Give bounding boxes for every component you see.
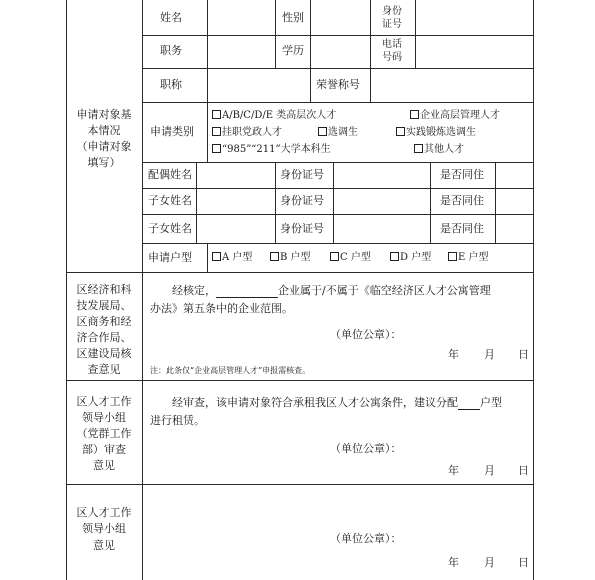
review1-label-line: 区商务和经	[76, 315, 132, 328]
child-id-label: 身份证号	[280, 222, 324, 235]
review1-note: 注：此条仅“企业高层管理人才”申报需核查。	[150, 366, 311, 375]
apply-category-label: 申请类别	[150, 125, 194, 138]
section-label-line: 本情况	[87, 124, 121, 137]
child-id-label: 身份证号	[280, 194, 324, 207]
review2-year: 年	[448, 464, 459, 477]
title-rank-label: 职称	[160, 78, 182, 91]
checkbox-icon[interactable]	[212, 110, 221, 119]
category-option[interactable]: A/B/C/D/E 类高层次人才	[212, 110, 336, 122]
house-type-option[interactable]: C 户型	[330, 252, 371, 264]
house-type-blank[interactable]	[458, 398, 480, 410]
checkbox-icon[interactable]	[448, 252, 457, 261]
review2-month: 月	[484, 464, 495, 477]
review3-label-line: 意见	[93, 539, 115, 552]
review1-text-line2: 办法》第五条中的企业范围。	[150, 302, 293, 315]
review2-label-line: 领导小组	[82, 411, 126, 424]
review1-label-line: 技发展局、	[76, 299, 132, 312]
checkbox-icon[interactable]	[212, 127, 221, 136]
phone-label-line1: 电话	[382, 39, 402, 50]
review3-month: 月	[484, 556, 495, 569]
spouse-id-label: 身份证号	[280, 168, 324, 181]
review1-day: 日	[518, 348, 529, 361]
checkbox-icon[interactable]	[414, 144, 423, 153]
review1-label-line: 区经济和科	[76, 283, 132, 296]
review1-text: 经核定， 企业属于/不属于《临空经济区人才公寓管理	[172, 284, 491, 297]
gender-label: 性别	[282, 11, 304, 24]
category-option[interactable]: 企业高层管理人才	[410, 110, 500, 122]
id-label-line2: 证号	[382, 19, 402, 30]
review3-year: 年	[448, 556, 459, 569]
house-type-option[interactable]: B 户型	[270, 252, 311, 264]
category-option[interactable]: “985”“211”大学本科生	[212, 144, 331, 156]
review2-label-line: 意见	[93, 459, 115, 472]
review1-month: 月	[484, 348, 495, 361]
education-label: 学历	[282, 44, 304, 57]
category-option[interactable]: 实践锻炼选调生	[396, 127, 476, 139]
checkbox-icon[interactable]	[330, 252, 339, 261]
house-type-option[interactable]: E 户型	[448, 252, 488, 264]
review3-seal: （单位公章）：	[330, 532, 402, 545]
id-label-line1: 身份	[382, 6, 402, 17]
phone-label-line2: 号码	[382, 52, 402, 63]
review2-label-line: 部）审查	[82, 443, 126, 456]
checkbox-icon[interactable]	[270, 252, 279, 261]
section-label-line: 填写）	[87, 156, 121, 169]
section-label-line: （申请对象	[76, 140, 132, 153]
review1-year: 年	[448, 348, 459, 361]
review1-seal: （单位公章）：	[330, 328, 402, 341]
review2-text-line2: 进行租赁。	[150, 414, 205, 427]
review1-label-line: 查意见	[87, 363, 121, 376]
child-name-label: 子女姓名	[148, 222, 192, 235]
review3-label-line: 区人才工作	[76, 506, 132, 519]
review1-label-line: 区建设局核	[76, 347, 132, 360]
category-option[interactable]: 挂职党政人才	[212, 127, 282, 139]
duty-label: 职务	[160, 44, 182, 57]
spouse-live-label: 是否同住	[440, 168, 484, 181]
review3-label-line: 领导小组	[82, 522, 126, 535]
child-live-label: 是否同住	[440, 194, 484, 207]
section-label-line: 申请对象基	[76, 108, 132, 121]
house-type-option[interactable]: D 户型	[390, 252, 431, 264]
spouse-name-label: 配偶姓名	[148, 168, 192, 181]
checkbox-icon[interactable]	[410, 110, 419, 119]
enterprise-blank[interactable]	[216, 286, 278, 298]
review2-text: 经审查，该申请对象符合承租我区人才公寓条件，建议分配 户型	[172, 396, 502, 409]
review2-seal: （单位公章）：	[330, 442, 402, 455]
review2-label-line: 区人才工作	[76, 395, 132, 408]
honor-label: 荣誉称号	[316, 78, 360, 91]
child-name-label: 子女姓名	[148, 194, 192, 207]
checkbox-icon[interactable]	[396, 127, 405, 136]
house-type-option[interactable]: A 户型	[212, 252, 252, 264]
category-option[interactable]: 其他人才	[414, 144, 464, 156]
review2-day: 日	[518, 464, 529, 477]
house-type-label: 申请户型	[148, 251, 192, 264]
review3-day: 日	[518, 556, 529, 569]
checkbox-icon[interactable]	[212, 252, 221, 261]
name-label: 姓名	[160, 11, 182, 24]
checkbox-icon[interactable]	[318, 127, 327, 136]
category-option[interactable]: 选调生	[318, 127, 358, 139]
checkbox-icon[interactable]	[390, 252, 399, 261]
child-live-label: 是否同住	[440, 222, 484, 235]
review1-label-line: 济合作局、	[76, 331, 132, 344]
review2-label-line: （党群工作	[76, 427, 132, 440]
checkbox-icon[interactable]	[212, 144, 221, 153]
